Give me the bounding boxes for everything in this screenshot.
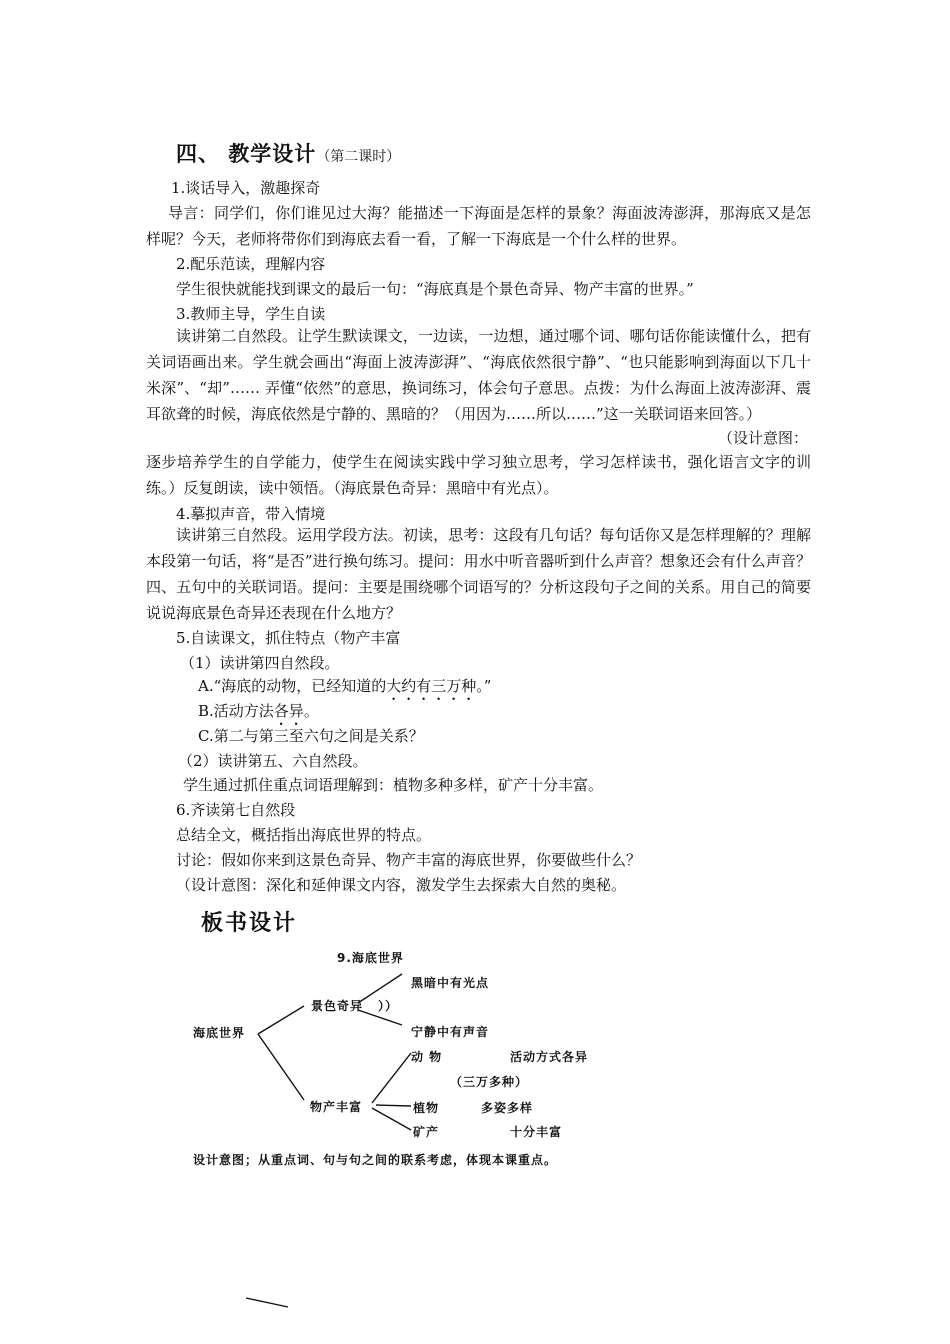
- board-branch-scenery: 景色奇异: [311, 999, 364, 1013]
- step-5-sub-2-body: 学生通过抓住重点词语理解到：植物多种多样，矿产十分丰富。: [183, 776, 604, 794]
- item-a-post: 。”: [476, 677, 492, 695]
- item-a-pre: A.“海底的动物，已经知道的: [198, 677, 387, 695]
- board-design-note: 设计意图；从重点词、句与句之间的联系考虑，体现本课重点。: [193, 1153, 558, 1167]
- board-plants: 植物: [413, 1101, 440, 1115]
- board-root: 海底世界: [193, 1026, 246, 1040]
- section-title-text: 四、 教学设计: [176, 142, 317, 166]
- step-5-item-c: C.第二与第三至六句之间是关系？: [198, 727, 424, 745]
- line-products-to-minerals: [372, 1108, 411, 1130]
- step-4-body: 读讲第三自然段。运用学段方法。初读，思考：这段有几句话？每句话你又是怎样理解的？理解本段第一句话，将“是否”进行换句练习。提问：用水中听音器听到什么声音？想象还会有什么声音？四、五句中的关联词语。提问：主要是围绕哪个词语写的？分析这段句子之间的关系。用自己的简要说说海底景色奇异还表现在什么地方？: [146, 526, 811, 622]
- step-5-title: 5.自读课文，抓住特点（物产丰富: [176, 629, 401, 647]
- step-2-title: 2.配乐范读，理解内容: [176, 255, 326, 273]
- step-3-body: 读讲第二自然段。让学生默读课文，一边读，一边想，通过哪个词、哪句话你能读懂什么，把有关词语画出来。学生就会画出“海面上波涛澎湃”、“海底依然很宁静”、“也只能影响到海面以下几十米深”、“却”…… 弄懂“依然”的意思，换词练习，体会句子意思。点拨：为什么海面上波涛澎湃、震耳欲聋的时候，海底依然是宁静的、黑暗的？（用因为……所以……”这一关联词语来回答。）: [146, 327, 811, 423]
- step-2-body: 学生很快就能找到课文的最后一句：“海底真是个景色奇异、物产丰富的世界。”: [176, 280, 694, 298]
- step-1-title: 1.谈话导入，激趣探奇: [171, 179, 321, 197]
- step-6-body-1: 总结全文，概括指出海底世界的特点。: [176, 826, 432, 844]
- board-design-heading: 板书设计: [201, 911, 298, 936]
- line-root-to-scenery: [258, 1006, 304, 1034]
- step-3-note: （设计意图：: [718, 429, 809, 447]
- board-plants-note: 多姿多样: [481, 1101, 534, 1115]
- board-animals-note: 活动方式各异: [510, 1050, 589, 1064]
- board-minerals-note: 十分丰富: [510, 1125, 563, 1139]
- step-5-sub-2: （2）读讲第五、六自然段。: [178, 752, 368, 770]
- step-4-title: 4.摹拟声音，带入情境: [176, 505, 326, 523]
- line-products-to-animals: [372, 1053, 411, 1103]
- board-lesson-title: 9.海底世界: [337, 951, 404, 965]
- step-3-body-2: 逐步培养学生的自学能力，使学生在阅读实践中学习独立思考，学习怎样读书，强化语言文字的训练。）反复朗读，读中领悟。（海底景色奇异：黑暗中有光点）。: [146, 453, 811, 497]
- board-animals-count: （三万多种）: [450, 1075, 529, 1089]
- item-b-emphasis: 各异: [273, 702, 304, 720]
- line-root-to-products: [258, 1034, 304, 1100]
- item-a-emphasis: 大约有三万种: [386, 677, 477, 695]
- step-1-body: 导言：同学们，你们谁见过大海？能描述一下海面是怎样的景象？海面波涛澎湃，那海底又是怎样呢？今天，老师将带你们到海底去看一看，了解一下海底是一个什么样的世界。: [146, 204, 811, 248]
- item-b-pre: B.活动方法: [198, 702, 274, 720]
- stray-stroke: [246, 1298, 288, 1307]
- item-b-post: 。: [303, 702, 319, 720]
- board-minerals: 矿产: [413, 1125, 440, 1139]
- step-3-title: 3.教师主导，学生自读: [176, 305, 326, 323]
- section-subtitle: （第二课时）: [316, 149, 401, 165]
- board-quiet-sound: 宁静中有声音: [411, 1025, 490, 1039]
- step-6-body-3: （设计意图：深化和延伸课文内容，激发学生去探索大自然的奥秘。: [176, 876, 627, 894]
- board-dark-light: 黑暗中有光点: [411, 976, 490, 990]
- board-brackets: ））: [378, 999, 399, 1013]
- board-animals: 动 物: [411, 1050, 443, 1064]
- step-6-body-2: 讨论：假如你来到这景色奇异、物产丰富的海底世界，你要做些什么？: [176, 851, 642, 869]
- step-6-title: 6.齐读第七自然段: [176, 801, 296, 819]
- line-products-to-plants: [376, 1105, 411, 1106]
- board-branch-products: 物产丰富: [310, 1100, 363, 1114]
- step-5-sub-1: （1）读讲第四自然段。: [180, 654, 340, 672]
